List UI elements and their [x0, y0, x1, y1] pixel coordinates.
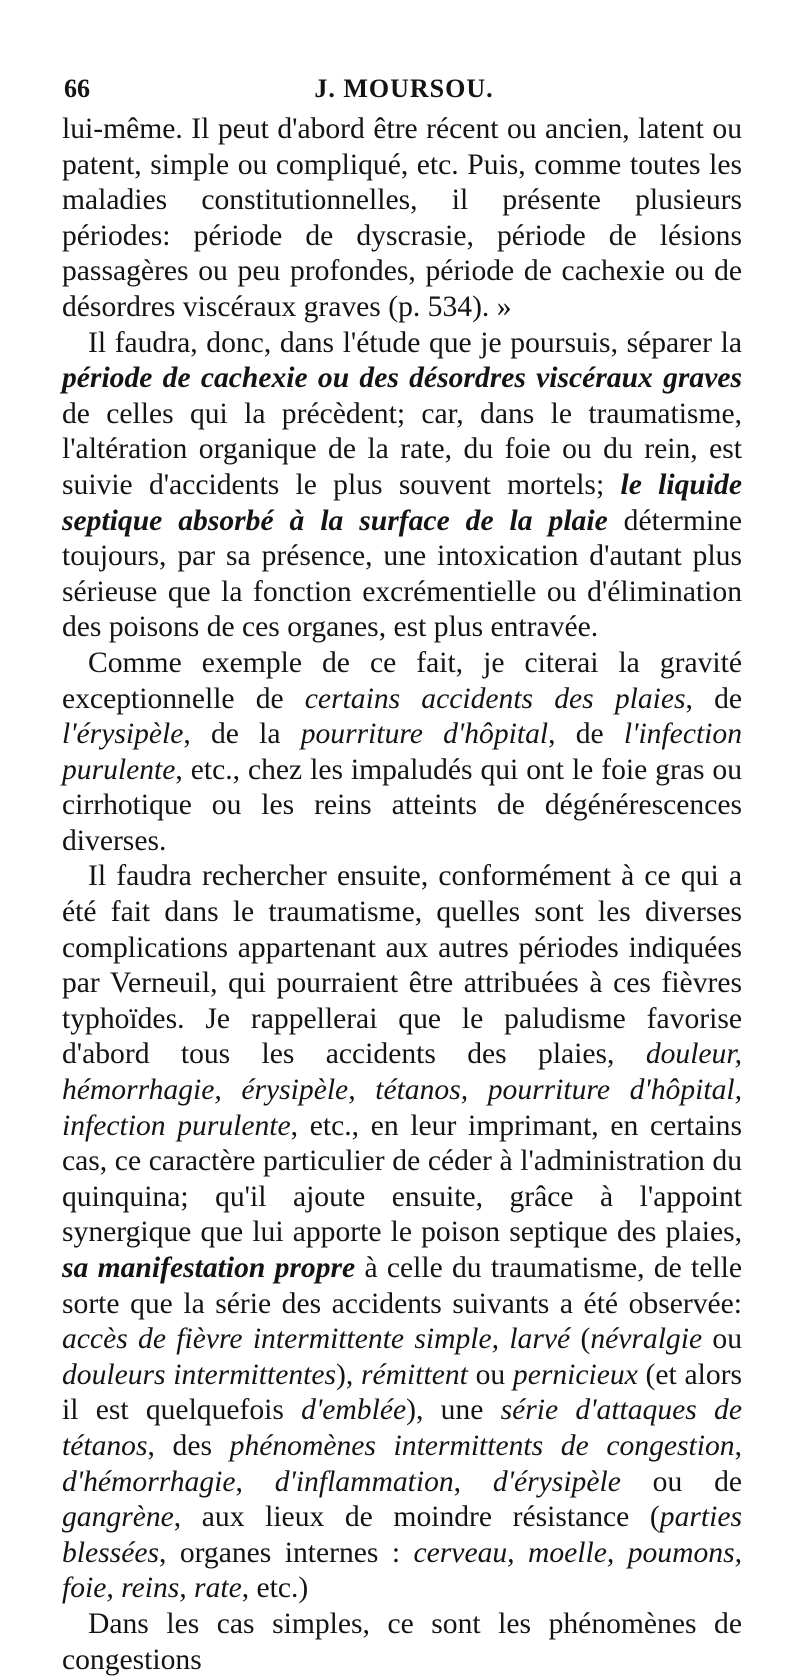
text-run: ou — [467, 1358, 513, 1391]
text-run: , — [734, 1429, 742, 1462]
text-run: , etc., chez les impaludés qui ont le foie gras ou cirrhotique ou les reins atteints de dégénérescences diverses. — [62, 753, 742, 857]
text-run: détermine toujours, par sa présence, une intoxication d'autant plus sérieuse que la fonction excrémentielle ou d'élimination des poisons de ces organes, est plus entravée. — [62, 504, 742, 644]
italic-run: douleurs intermittentes — [62, 1358, 337, 1391]
paragraph — [62, 112, 742, 326]
italic-run: d'inflammation — [274, 1465, 454, 1498]
text-run: à celle du traumatisme, de telle sorte que la série des accidents suivants a été observée: — [62, 1252, 742, 1320]
body-text — [62, 112, 742, 1678]
text-run: de celles qui la précèdent; car, dans le traumatisme, l'altération organique de la rate, du foie ou du rein, est suivie d'accidents le plus souvent mortels; — [62, 397, 742, 501]
text-run: lui-même. Il peut d'abord être récent ou ancien, latent ou patent, simple ou compliqué, etc. Puis, comme toutes les maladies constitutionnelles, il présente plusieurs périodes: période de dyscrasie, période de lésions passagères ou peu profondes, période de cachexie ou de désordres viscéraux graves (p. 534). » — [62, 113, 742, 323]
italic-run: d'emblée — [301, 1394, 407, 1427]
page-number: 66 — [64, 74, 90, 103]
text-run: ), — [336, 1358, 362, 1391]
paragraph — [62, 326, 742, 646]
text-run: ), une — [406, 1394, 501, 1427]
italic-run: cerveau, moelle, poumons, foie, reins, rate — [62, 1536, 742, 1605]
text-run: Dans les cas simples, ce sont les phénomènes de congestions — [62, 1607, 742, 1676]
italic-run: parties blessées — [62, 1501, 742, 1569]
bold-italic-run: sa manifestation propre — [62, 1252, 356, 1284]
text-run: Il faudra, donc, dans l'étude que je poursuis, séparer la — [88, 326, 742, 359]
text-run: Comme exemple de ce fait, je citerai la gravité exceptionnelle de — [62, 646, 742, 715]
italic-run: série d'attaques de tétanos — [62, 1394, 742, 1462]
text-run: , — [453, 1465, 493, 1498]
italic-run: l'érysipèle — [62, 718, 184, 751]
text-run: , — [235, 1465, 275, 1498]
italic-run: d'érysipèle — [492, 1465, 621, 1498]
text-run: Il faudra rechercher ensuite, conformément à ce qui a été fait dans le traumatisme, quelles sont les diverses complications appartenant aux autres périodes indiquées par Verneuil, qui pourraient être attribuées à ces fièvres typhoïdes. Je rappellerai que le paludisme favorise d'abord tous les accidents des plaies, — [62, 860, 742, 1071]
italic-run: phénomènes intermittents de congestion — [229, 1429, 735, 1462]
paragraph — [62, 646, 742, 860]
italic-run: pernicieux — [512, 1358, 638, 1391]
paragraph — [62, 1607, 742, 1678]
italic-run: accès de fièvre intermittente simple, larvé — [62, 1323, 571, 1356]
italic-run: névralgie — [590, 1323, 703, 1356]
italic-run: l'infection purulente — [62, 718, 742, 786]
text-run: , etc., en leur imprimant, en certains cas, ce caractère particulier de céder à l'administration du quinquina; qu'il ajoute ensuite, grâce à l'appoint synergique que lui apporte le poison septique des plaies, — [62, 1109, 742, 1249]
text-run: , etc.) — [241, 1572, 309, 1605]
page-header — [64, 72, 744, 112]
text-run: , des — [147, 1429, 230, 1462]
text-run: , de la — [183, 718, 301, 751]
text-run: (et alors il est quelquefois — [62, 1358, 743, 1427]
text-run: ( — [570, 1323, 591, 1356]
bold-italic-run: période de cachexie ou des désordres viscéraux graves — [62, 362, 742, 395]
italic-run: pourriture d'hôpital — [300, 718, 549, 751]
text-run: , de — [685, 682, 743, 715]
italic-run: gangrène — [62, 1501, 174, 1534]
italic-run: rémittent — [361, 1358, 468, 1391]
text-run: , organes internes : — [158, 1536, 414, 1569]
bold-italic-run: le liquide septique absorbé à la surface de la plaie — [62, 468, 742, 537]
italic-run: douleur, hémorrhagie, érysipèle, tétanos, pourriture d'hôpital, infection purulente — [62, 1038, 742, 1142]
italic-run: certains accidents des plaies — [304, 682, 686, 715]
text-run: ou — [702, 1323, 742, 1356]
italic-run: d'hémorrhagie — [62, 1465, 236, 1498]
paragraph — [62, 859, 742, 1606]
running-head: J. MOURSOU. — [314, 74, 494, 103]
text-run: , aux lieux de moindre résistance ( — [173, 1501, 660, 1534]
text-run: ou de — [620, 1465, 743, 1498]
text-run: , de — [548, 718, 624, 751]
